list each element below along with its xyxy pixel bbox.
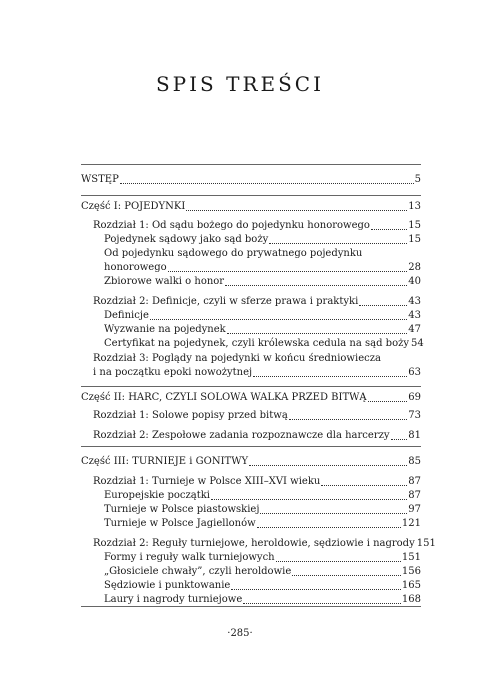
divider bbox=[81, 386, 421, 387]
toc-entry-part-3[interactable] bbox=[81, 455, 421, 469]
toc-entry-label: Pojedynek sądowy jako sąd boży bbox=[104, 234, 269, 245]
toc-entry-chapter[interactable] bbox=[93, 295, 421, 309]
leader-dots bbox=[253, 376, 407, 377]
toc-entry-label: i na początku epoki nowożytnej bbox=[93, 367, 253, 378]
leader-dots bbox=[368, 401, 408, 402]
toc-entry-label: Część II: HARC, CZYLI SOLOWA WALKA PRZED BITWĄ bbox=[81, 392, 367, 403]
toc-entry-section: Od pojedynku sądowego do prywatnego pojedynku bbox=[104, 248, 363, 259]
toc-entry-page: 28 bbox=[408, 262, 421, 273]
toc-entry-label: Europejskie początki bbox=[104, 490, 210, 501]
leader-dots bbox=[120, 183, 414, 184]
page-number: ·285· bbox=[227, 628, 253, 639]
toc-entry-page: 87 bbox=[408, 490, 421, 501]
toc-entry-wstep[interactable] bbox=[81, 173, 421, 187]
leader-dots bbox=[371, 229, 407, 230]
divider bbox=[81, 446, 421, 447]
toc-entry-label: Zbiorowe walki o honor bbox=[104, 276, 225, 287]
toc-entry-section[interactable] bbox=[104, 503, 421, 517]
toc-entry-page: 5 bbox=[414, 174, 421, 185]
toc-entry-label: Rozdział 1: Od sądu bożego do pojedynku honorowego bbox=[93, 220, 370, 231]
toc-entry-page: 43 bbox=[408, 310, 421, 321]
toc-entry-chapter[interactable] bbox=[93, 366, 421, 380]
toc-entry-label: Część I: POJEDYNKI bbox=[81, 201, 186, 212]
toc-entry-page: 69 bbox=[408, 392, 421, 403]
toc-entry-page: 40 bbox=[408, 276, 421, 287]
leader-dots bbox=[249, 465, 407, 466]
leader-dots bbox=[150, 319, 407, 320]
toc-entry-label: honorowego bbox=[104, 262, 167, 273]
toc-entry-chapter[interactable] bbox=[93, 537, 436, 551]
toc-entry-section[interactable] bbox=[104, 275, 421, 289]
divider bbox=[81, 164, 421, 165]
toc-entry-chapter[interactable] bbox=[93, 429, 421, 443]
toc-entry-label: Certyfikat na pojedynek, czyli królewska cedula na sąd boży bbox=[104, 338, 410, 349]
toc-entry-label: Część III: TURNIEJE i GONITWY bbox=[81, 456, 249, 467]
toc-entry-section[interactable] bbox=[104, 517, 421, 531]
toc-entry-label: Turnieje w Polsce piastowskiej bbox=[104, 504, 260, 515]
toc-entry-page: 121 bbox=[401, 518, 421, 529]
toc-entry-label: Rozdział 2: Reguły turniejowe, heroldowie, sędziowie i nagrody bbox=[93, 538, 415, 549]
toc-entry-label: Sędziowie i punktowanie bbox=[104, 580, 231, 591]
toc-entry-label: Formy i reguły walk turniejowych bbox=[104, 552, 275, 563]
toc-entry-label: Definicje bbox=[104, 310, 149, 321]
toc-entry-label: Rozdział 2: Definicje, czyli w sferze prawa i praktyki bbox=[93, 296, 359, 307]
toc-entry-section[interactable] bbox=[104, 565, 421, 579]
toc-entry-page: 54 bbox=[411, 338, 424, 349]
toc-entry-page: 165 bbox=[401, 580, 421, 591]
toc-entry-page: 43 bbox=[408, 296, 421, 307]
leader-dots bbox=[225, 285, 407, 286]
toc-entry-page: 151 bbox=[401, 552, 421, 563]
toc-entry-page: 47 bbox=[408, 324, 421, 335]
leader-dots bbox=[289, 419, 407, 420]
toc-entry-chapter[interactable] bbox=[93, 409, 421, 423]
toc-entry-section[interactable] bbox=[104, 489, 421, 503]
toc-entry-label: „Głosiciele chwały”, czyli heroldowie bbox=[104, 566, 292, 577]
leader-dots bbox=[168, 271, 408, 272]
toc-entry-section[interactable] bbox=[104, 579, 421, 593]
toc-entry-label: Rozdział 2: Zespołowe zadania rozpoznawcze dla harcerzy bbox=[93, 430, 390, 441]
divider bbox=[81, 195, 421, 196]
toc-entry-label: Laury i nagrody turniejowe bbox=[104, 594, 243, 605]
toc-entry-page: 168 bbox=[401, 594, 421, 605]
toc-entry-page: 73 bbox=[408, 410, 421, 421]
toc-entry-section[interactable] bbox=[104, 551, 421, 565]
leader-dots bbox=[257, 527, 401, 528]
toc-entry-page: 81 bbox=[408, 430, 421, 441]
toc-entry-page: 87 bbox=[408, 476, 421, 487]
toc-entry-section[interactable] bbox=[104, 323, 421, 337]
leader-dots bbox=[211, 499, 407, 500]
leader-dots bbox=[321, 485, 407, 486]
toc-entry-page: 13 bbox=[408, 201, 421, 212]
leader-dots bbox=[227, 333, 408, 334]
leader-dots bbox=[186, 210, 407, 211]
toc-entry-section[interactable] bbox=[104, 261, 421, 275]
toc-entry-chapter[interactable] bbox=[93, 475, 421, 489]
leader-dots bbox=[269, 243, 407, 244]
toc-entry-chapter: Rozdział 3: Poglądy na pojedynki w końcu średniowiecza bbox=[93, 353, 381, 364]
toc-entry-part-1[interactable] bbox=[81, 200, 421, 214]
toc-entry-page: 15 bbox=[408, 234, 421, 245]
toc-entry-page: 85 bbox=[408, 456, 421, 467]
toc-entry-page: 97 bbox=[408, 504, 421, 515]
leader-dots bbox=[292, 575, 401, 576]
leader-dots bbox=[231, 589, 401, 590]
leader-dots bbox=[391, 439, 408, 440]
toc-entry-label: Rozdział 1: Solowe popisy przed bitwą bbox=[93, 410, 288, 421]
toc-entry-chapter[interactable] bbox=[93, 219, 421, 233]
toc-entry-section[interactable] bbox=[104, 233, 421, 247]
leader-dots bbox=[260, 513, 407, 514]
toc-entry-label: Rozdział 1: Turnieje w Polsce XIII–XVI wieku bbox=[93, 476, 321, 487]
toc-entry-label: Wyzwanie na pojedynek bbox=[104, 324, 226, 335]
toc-entry-page: 151 bbox=[416, 538, 436, 549]
toc-entry-page: 63 bbox=[408, 367, 421, 378]
toc-entry-page: 15 bbox=[408, 220, 421, 231]
toc-entry-section[interactable] bbox=[104, 309, 421, 323]
toc-entry-section[interactable] bbox=[104, 337, 424, 351]
leader-dots bbox=[243, 603, 401, 604]
toc-entry-part-2[interactable] bbox=[81, 391, 421, 405]
leader-dots bbox=[359, 305, 407, 306]
toc-entry-page: 156 bbox=[401, 566, 421, 577]
toc-entry-section[interactable] bbox=[104, 593, 421, 607]
page-title: SPIS TREŚCI bbox=[155, 72, 325, 96]
toc-entry-label: WSTĘP bbox=[81, 174, 119, 185]
leader-dots bbox=[276, 561, 401, 562]
toc-entry-label: Turnieje w Polsce Jagiellonów bbox=[104, 518, 256, 529]
